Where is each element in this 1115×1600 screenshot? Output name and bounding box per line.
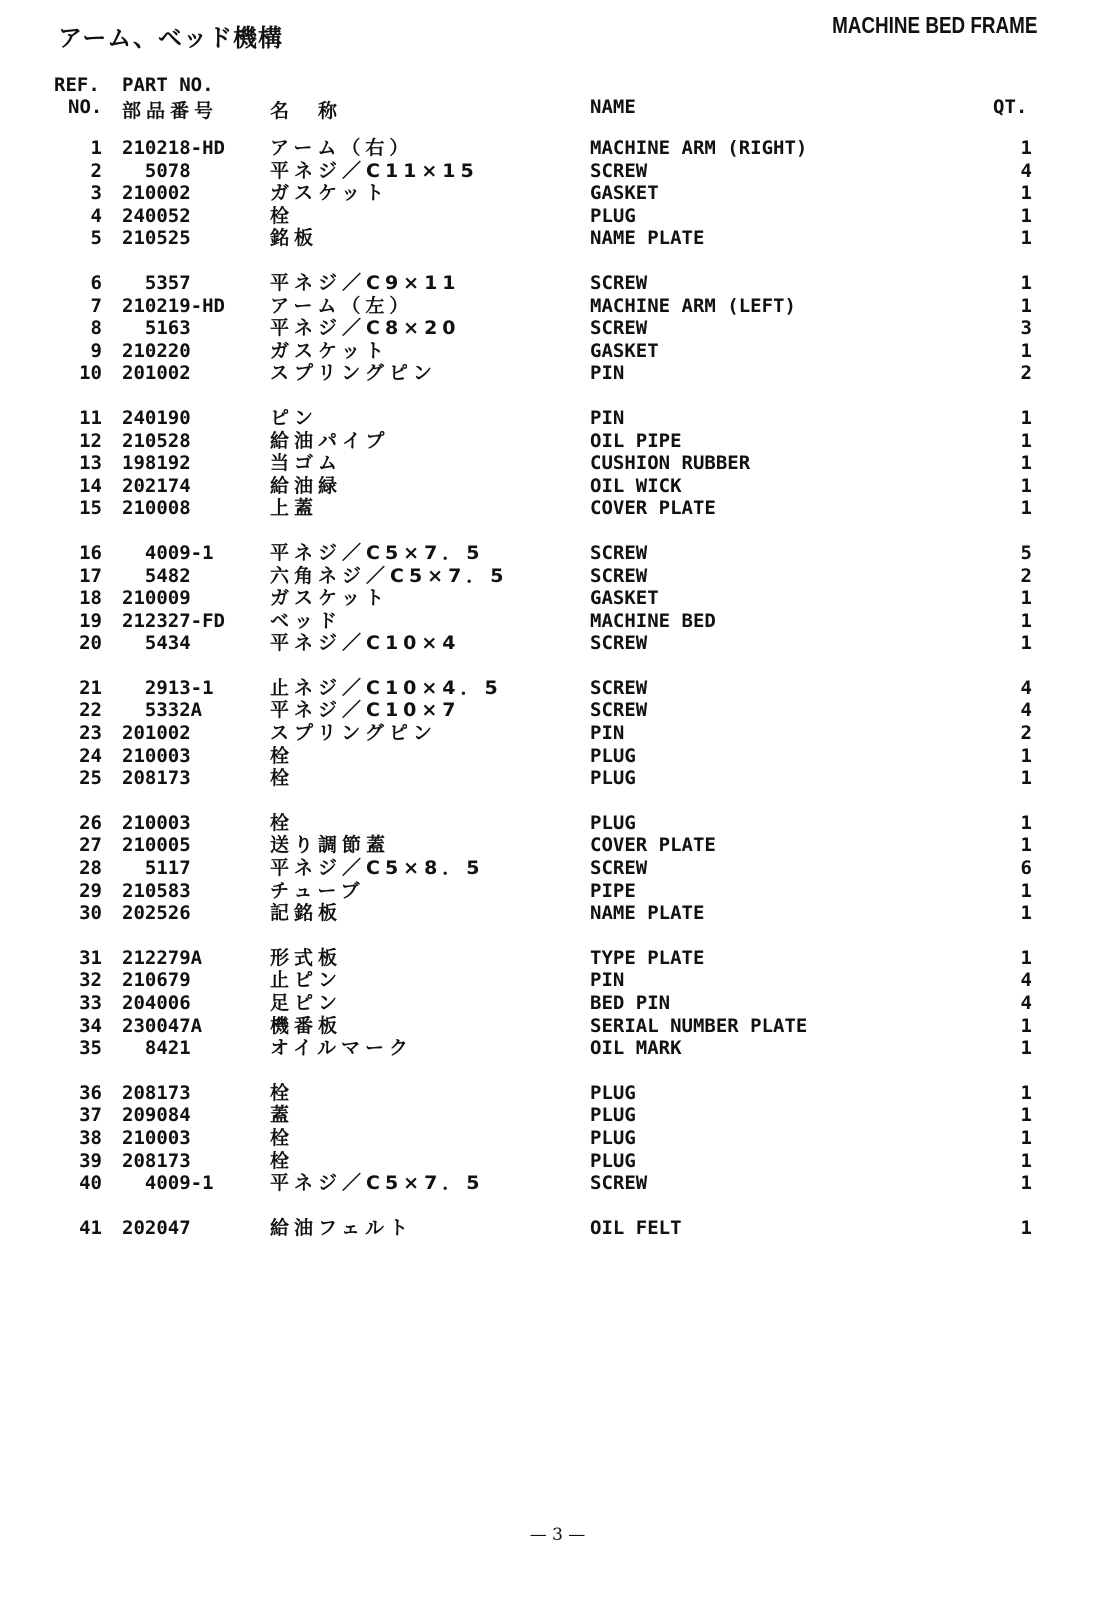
japanese-name: 栓 [270, 1081, 295, 1104]
quantity: 1 [1020, 834, 1032, 857]
japanese-name: 六角ネジ／C5×7．5 [270, 564, 509, 587]
japanese-name: ガスケット [270, 587, 390, 610]
part-name: SCREW [590, 699, 648, 722]
ref-number: 12 [79, 429, 102, 452]
part-name: PIPE [590, 879, 636, 902]
part-name: BED PIN [590, 992, 671, 1014]
part-name: OIL MARK [590, 1037, 682, 1060]
part-number: 210528 [122, 429, 191, 452]
table-row [0, 407, 1115, 430]
table-row [0, 565, 1115, 588]
quantity: 4 [1020, 699, 1032, 722]
part-number: 2913-1 [122, 676, 214, 699]
part-number: 210009 [122, 587, 191, 610]
part-number: 210005 [122, 834, 191, 857]
part-name: SERIAL NUMBER PLATE [590, 1014, 808, 1037]
japanese-name: 平ネジ／C5×7．5 [270, 1172, 485, 1195]
quantity: 4 [1020, 159, 1032, 182]
quantity: 1 [1020, 1126, 1032, 1149]
japanese-name: 平ネジ／C5×8．5 [270, 857, 485, 880]
col-header-ref-line1: REF. [54, 74, 100, 96]
part-name: COVER PLATE [590, 497, 716, 520]
part-number: 202526 [122, 902, 191, 925]
japanese-name: 蓋 [270, 1104, 295, 1127]
ref-number: 13 [79, 452, 102, 475]
japanese-name: アーム（左） [270, 294, 414, 317]
japanese-name: 給油パイプ [270, 429, 390, 452]
ref-number: 30 [79, 902, 102, 925]
table-row [0, 1104, 1115, 1127]
quantity: 5 [1020, 541, 1032, 564]
japanese-name: アーム（右） [270, 137, 414, 159]
part-name: OIL FELT [590, 1216, 682, 1239]
quantity: 4 [1020, 992, 1032, 1014]
part-name: SCREW [590, 857, 648, 880]
table-row [0, 160, 1115, 183]
part-name: SCREW [590, 676, 648, 699]
ref-number: 22 [79, 699, 102, 722]
table-row [0, 542, 1115, 565]
table-row [0, 227, 1115, 250]
japanese-name: ガスケット [270, 339, 390, 362]
japanese-name: オイルマーク [270, 1037, 414, 1060]
table-row [0, 812, 1115, 835]
table-row [0, 475, 1115, 498]
part-name: SCREW [590, 317, 648, 340]
quantity: 1 [1020, 946, 1032, 969]
japanese-name: 止ピン [270, 969, 343, 992]
part-number: 209084 [122, 1104, 191, 1127]
part-name: MACHINE BED [590, 609, 716, 632]
ref-number: 37 [79, 1104, 102, 1127]
ref-number: 38 [79, 1126, 102, 1149]
col-header-part-line1: PART NO. [122, 74, 214, 96]
part-name: SCREW [590, 159, 648, 182]
japanese-name: 平ネジ／C10×4 [270, 632, 461, 655]
ref-number: 18 [79, 587, 102, 610]
part-number: 212279A [122, 946, 203, 969]
part-name: PIN [590, 362, 625, 385]
part-number: 210219-HD [122, 294, 225, 317]
page-title-japanese: アーム、ベッド機構 [58, 24, 283, 52]
table-row [0, 362, 1115, 385]
ref-number: 10 [79, 362, 102, 385]
ref-number: 34 [79, 1014, 102, 1037]
quantity: 1 [1020, 429, 1032, 452]
part-number: 240190 [122, 406, 191, 429]
ref-number: 29 [79, 879, 102, 902]
quantity: 1 [1020, 137, 1032, 159]
ref-number: 19 [79, 609, 102, 632]
quantity: 1 [1020, 632, 1032, 655]
parts-table [0, 137, 1115, 1239]
part-number: 204006 [122, 992, 191, 1014]
table-row [0, 1217, 1115, 1240]
page-number: — 3 — [529, 1525, 586, 1545]
ref-number: 2 [90, 159, 102, 182]
japanese-name: 栓 [270, 744, 295, 767]
japanese-name: 平ネジ／C9×11 [270, 271, 461, 294]
part-name: GASKET [590, 182, 659, 205]
part-number: 210003 [122, 1126, 191, 1149]
table-row [0, 699, 1115, 722]
col-header-ref-line2: NO. [68, 96, 103, 118]
table-row [0, 834, 1115, 857]
ref-number: 21 [79, 676, 102, 699]
ref-number: 33 [79, 992, 102, 1014]
japanese-name: 栓 [270, 204, 295, 227]
part-name: MACHINE ARM (RIGHT) [590, 137, 808, 159]
part-number: 5434 [122, 632, 191, 655]
table-row [0, 205, 1115, 228]
table-row [0, 182, 1115, 205]
ref-number: 32 [79, 969, 102, 992]
part-number: 202174 [122, 474, 191, 497]
japanese-name: 記銘板 [270, 902, 343, 925]
part-name: TYPE PLATE [590, 946, 705, 969]
japanese-name: 栓 [270, 811, 295, 834]
quantity: 3 [1020, 317, 1032, 340]
table-row [0, 722, 1115, 745]
ref-number: 20 [79, 632, 102, 655]
ref-number: 41 [79, 1216, 102, 1239]
quantity: 1 [1020, 406, 1032, 429]
japanese-name: 止ネジ／C10×4．5 [270, 676, 503, 699]
ref-number: 27 [79, 834, 102, 857]
part-name: COVER PLATE [590, 834, 716, 857]
ref-number: 5 [90, 227, 102, 250]
japanese-name: 栓 [270, 767, 295, 790]
part-name: PLUG [590, 767, 636, 790]
quantity: 2 [1020, 564, 1032, 587]
table-row [0, 632, 1115, 655]
part-name: OIL WICK [590, 474, 682, 497]
part-number: 8421 [122, 1037, 191, 1060]
quantity: 1 [1020, 474, 1032, 497]
ref-number: 7 [90, 294, 102, 317]
ref-number: 28 [79, 857, 102, 880]
quantity: 1 [1020, 1014, 1032, 1037]
table-row [0, 947, 1115, 970]
ref-number: 24 [79, 744, 102, 767]
part-name: GASKET [590, 587, 659, 610]
quantity: 1 [1020, 587, 1032, 610]
japanese-name: 当ゴム [270, 452, 343, 475]
part-name: CUSHION RUBBER [590, 452, 751, 475]
part-name: SCREW [590, 632, 648, 655]
part-name: PLUG [590, 204, 636, 227]
quantity: 4 [1020, 676, 1032, 699]
part-number: 210220 [122, 339, 191, 362]
ref-number: 9 [90, 339, 102, 362]
ref-number: 35 [79, 1037, 102, 1060]
part-number: 208173 [122, 1149, 191, 1172]
part-name: NAME PLATE [590, 902, 705, 925]
quantity: 4 [1020, 969, 1032, 992]
part-number: 240052 [122, 204, 191, 227]
part-number: 210003 [122, 744, 191, 767]
quantity: 1 [1020, 767, 1032, 790]
part-number: 208173 [122, 1081, 191, 1104]
part-number: 210525 [122, 227, 191, 250]
part-name: NAME PLATE [590, 227, 705, 250]
part-number: 210218-HD [122, 137, 225, 159]
quantity: 1 [1020, 497, 1032, 520]
part-number: 5117 [122, 857, 191, 880]
part-number: 4009-1 [122, 1172, 214, 1195]
quantity: 1 [1020, 1104, 1032, 1127]
table-row [0, 272, 1115, 295]
japanese-name: 給油緑 [270, 474, 343, 497]
quantity: 1 [1020, 271, 1032, 294]
part-number: 4009-1 [122, 541, 214, 564]
japanese-name: スプリングピン [270, 722, 437, 745]
table-row [0, 430, 1115, 453]
part-number: 210002 [122, 182, 191, 205]
part-number: 5078 [122, 159, 191, 182]
japanese-name: 平ネジ／C8×20 [270, 317, 461, 340]
part-name: PLUG [590, 1081, 636, 1104]
table-row [0, 992, 1115, 1015]
part-number: 201002 [122, 362, 191, 385]
table-row [0, 610, 1115, 633]
japanese-name: ピン [270, 406, 319, 429]
quantity: 1 [1020, 452, 1032, 475]
table-row [0, 497, 1115, 520]
quantity: 1 [1020, 1081, 1032, 1104]
part-number: 230047A [122, 1014, 203, 1037]
quantity: 1 [1020, 294, 1032, 317]
table-row [0, 767, 1115, 790]
ref-number: 14 [79, 474, 102, 497]
ref-number: 31 [79, 946, 102, 969]
japanese-name: 上蓋 [270, 497, 319, 520]
part-number: 210583 [122, 879, 191, 902]
japanese-name: 機番板 [270, 1014, 343, 1037]
quantity: 1 [1020, 1216, 1032, 1239]
table-row [0, 857, 1115, 880]
quantity: 1 [1020, 182, 1032, 205]
part-name: PLUG [590, 811, 636, 834]
col-header-japanese-name: 名 称 [270, 100, 343, 122]
table-row [0, 452, 1115, 475]
quantity: 1 [1020, 902, 1032, 925]
japanese-name: 栓 [270, 1126, 295, 1149]
japanese-name: ガスケット [270, 182, 390, 205]
japanese-name: チューブ [270, 879, 365, 902]
part-number: 210008 [122, 497, 191, 520]
part-name: SCREW [590, 541, 648, 564]
ref-number: 8 [90, 317, 102, 340]
col-header-name: NAME [590, 96, 636, 118]
part-number: 5332A [122, 699, 203, 722]
japanese-name: 形式板 [270, 946, 343, 969]
quantity: 1 [1020, 811, 1032, 834]
table-row [0, 317, 1115, 340]
table-row [0, 745, 1115, 768]
table-row [0, 1037, 1115, 1060]
table-row [0, 1172, 1115, 1195]
japanese-name: 足ピン [270, 992, 343, 1014]
ref-number: 39 [79, 1149, 102, 1172]
part-name: PLUG [590, 1126, 636, 1149]
table-row [0, 880, 1115, 903]
quantity: 2 [1020, 722, 1032, 745]
part-name: GASKET [590, 339, 659, 362]
part-number: 5163 [122, 317, 191, 340]
ref-number: 16 [79, 541, 102, 564]
col-header-quantity: QT. [993, 96, 1028, 118]
page-title-english: MACHINE BED FRAME [831, 12, 1037, 38]
quantity: 1 [1020, 609, 1032, 632]
quantity: 2 [1020, 362, 1032, 385]
table-row [0, 969, 1115, 992]
table-row [0, 902, 1115, 925]
part-name: PIN [590, 406, 625, 429]
ref-number: 25 [79, 767, 102, 790]
table-row [0, 677, 1115, 700]
part-name: PLUG [590, 1104, 636, 1127]
table-row [0, 1082, 1115, 1105]
part-name: PIN [590, 722, 625, 745]
part-number: 198192 [122, 452, 191, 475]
table-row [0, 295, 1115, 318]
ref-number: 1 [90, 137, 102, 159]
ref-number: 11 [79, 406, 102, 429]
japanese-name: ベッド [270, 609, 343, 632]
quantity: 1 [1020, 1172, 1032, 1195]
japanese-name: 平ネジ／C5×7．5 [270, 541, 485, 564]
quantity: 1 [1020, 227, 1032, 250]
part-number: 201002 [122, 722, 191, 745]
part-number: 208173 [122, 767, 191, 790]
part-number: 5357 [122, 271, 191, 294]
part-number: 202047 [122, 1216, 191, 1239]
ref-number: 23 [79, 722, 102, 745]
part-number: 210003 [122, 811, 191, 834]
quantity: 1 [1020, 1149, 1032, 1172]
part-name: PIN [590, 969, 625, 992]
quantity: 1 [1020, 204, 1032, 227]
japanese-name: 栓 [270, 1149, 295, 1172]
quantity: 6 [1020, 857, 1032, 880]
quantity: 1 [1020, 1037, 1032, 1060]
part-name: SCREW [590, 271, 648, 294]
table-row [0, 1150, 1115, 1173]
ref-number: 40 [79, 1172, 102, 1195]
part-number: 5482 [122, 564, 191, 587]
japanese-name: 平ネジ／C10×7 [270, 699, 461, 722]
table-row [0, 587, 1115, 610]
table-row [0, 1015, 1115, 1038]
ref-number: 26 [79, 811, 102, 834]
quantity: 1 [1020, 744, 1032, 767]
part-name: MACHINE ARM (LEFT) [590, 294, 796, 317]
table-row [0, 340, 1115, 363]
table-row [0, 1127, 1115, 1150]
ref-number: 17 [79, 564, 102, 587]
col-header-part-line2: 部品番号 [122, 100, 219, 122]
ref-number: 3 [90, 182, 102, 205]
japanese-name: 送り調節蓋 [270, 834, 391, 857]
table-row [0, 137, 1115, 160]
japanese-name: 平ネジ／C11×15 [270, 159, 479, 182]
part-name: PLUG [590, 1149, 636, 1172]
part-name: SCREW [590, 564, 648, 587]
part-name: PLUG [590, 744, 636, 767]
ref-number: 36 [79, 1081, 102, 1104]
quantity: 1 [1020, 339, 1032, 362]
part-number: 210679 [122, 969, 191, 992]
quantity: 1 [1020, 879, 1032, 902]
ref-number: 4 [90, 204, 102, 227]
part-name: SCREW [590, 1172, 648, 1195]
part-name: OIL PIPE [590, 429, 682, 452]
part-number: 212327-FD [122, 609, 225, 632]
japanese-name: 給油フェルト [270, 1216, 414, 1239]
japanese-name: スプリングピン [270, 362, 437, 385]
ref-number: 15 [79, 497, 102, 520]
japanese-name: 銘板 [270, 227, 319, 250]
ref-number: 6 [90, 271, 102, 294]
